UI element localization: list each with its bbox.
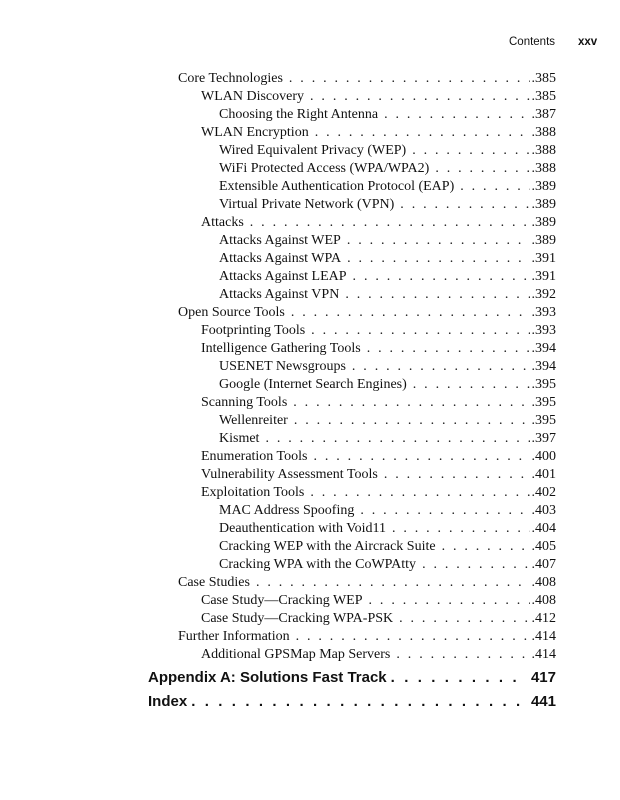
toc-entry[interactable]: Footprinting Tools . . . .393 — [0, 322, 620, 340]
toc-entry[interactable]: Additional GPSMap Map Servers . . . .414 — [0, 646, 620, 664]
toc-entry[interactable]: WLAN Encryption . . . .388 — [0, 124, 620, 142]
toc-entry[interactable]: Wired Equivalent Privacy (WEP) . . . .388 — [0, 142, 620, 160]
dot-leader — [413, 376, 530, 394]
toc-entry[interactable]: Choosing the Right Antenna . . . .387 — [0, 106, 620, 124]
toc-entry[interactable]: Exploitation Tools . . . .402 — [0, 484, 620, 502]
toc-entry[interactable]: WLAN Discovery . . . .385 — [0, 88, 620, 106]
dot-leader — [294, 412, 530, 430]
dot-leader — [191, 691, 527, 713]
toc-entry[interactable]: Core Technologies . . . .385 — [0, 70, 620, 88]
running-title: Contents — [509, 36, 556, 48]
dot-leader — [256, 574, 530, 592]
toc-entry[interactable]: Case Study—Cracking WPA-PSK . . . .412 — [0, 610, 620, 628]
dot-leader — [422, 556, 529, 574]
appendix-page: 417 — [530, 669, 556, 686]
dot-leader — [391, 667, 527, 689]
dot-leader — [442, 538, 530, 556]
dot-leader — [400, 196, 529, 214]
dot-leader — [347, 250, 529, 268]
toc-entry[interactable]: Cracking WEP with the Aircrack Suite . . . .405 — [0, 538, 620, 556]
dot-leader — [296, 628, 530, 646]
dot-leader — [315, 124, 530, 142]
toc-entry[interactable]: Attacks Against VPN . . . .392 — [0, 286, 620, 304]
dot-leader — [392, 520, 530, 538]
toc-entry[interactable]: Google (Internet Search Engines) . . . .395 — [0, 376, 620, 394]
toc-entry[interactable]: MAC Address Spoofing . . . .403 — [0, 502, 620, 520]
dot-leader — [345, 286, 529, 304]
dot-leader — [310, 88, 529, 106]
dot-leader — [369, 592, 530, 610]
toc-entry[interactable]: Attacks Against WPA . . . .391 — [0, 250, 620, 268]
dot-leader — [360, 502, 529, 520]
toc-entry[interactable]: USENET Newsgroups . . . .394 — [0, 358, 620, 376]
dot-leader — [289, 70, 530, 88]
index-page: 441 — [530, 693, 556, 710]
dot-leader — [384, 106, 529, 124]
dot-leader — [399, 610, 529, 628]
toc-entry[interactable]: Attacks Against LEAP . . . .391 — [0, 268, 620, 286]
index-title: Index — [148, 693, 188, 710]
toc-entry[interactable]: Intelligence Gathering Tools . . . .394 — [0, 340, 620, 358]
page-header — [0, 34, 620, 52]
toc-entry[interactable]: Case Studies . . . .408 — [0, 574, 620, 592]
dot-leader — [293, 394, 529, 412]
toc-index-entry[interactable] — [0, 691, 620, 713]
toc-entry[interactable]: WiFi Protected Access (WPA/WPA2) . . . .388 — [0, 160, 620, 178]
toc-entry[interactable]: Virtual Private Network (VPN) . . . .389 — [0, 196, 620, 214]
dot-leader — [352, 358, 530, 376]
dot-leader — [435, 160, 529, 178]
dot-leader — [313, 448, 529, 466]
dot-leader — [412, 142, 529, 160]
dot-leader — [250, 214, 530, 232]
dot-leader — [367, 340, 530, 358]
page-number: xxv — [578, 36, 598, 48]
toc-entry[interactable]: Case Study—Cracking WEP . . . .408 — [0, 592, 620, 610]
toc-appendix-entry[interactable] — [0, 667, 620, 689]
dot-leader — [311, 322, 529, 340]
toc-entry[interactable]: Scanning Tools . . . .395 — [0, 394, 620, 412]
toc-entry[interactable]: Vulnerability Assessment Tools . . . .401 — [0, 466, 620, 484]
toc-entry[interactable]: Deauthentication with Void11 . . . .404 — [0, 520, 620, 538]
toc-entry[interactable]: Enumeration Tools . . . .400 — [0, 448, 620, 466]
toc-entry[interactable]: Extensible Authentication Protocol (EAP) . . . .389 — [0, 178, 620, 196]
dot-leader — [353, 268, 530, 286]
toc-entry[interactable]: Attacks Against WEP . . . .389 — [0, 232, 620, 250]
toc-entry[interactable]: Further Information . . . .414 — [0, 628, 620, 646]
toc-entry[interactable]: Cracking WPA with the CoWPAtty . . . .407 — [0, 556, 620, 574]
dot-leader — [291, 304, 530, 322]
toc-entry[interactable]: Attacks . . . .389 — [0, 214, 620, 232]
dot-leader — [396, 646, 529, 664]
dot-leader — [265, 430, 529, 448]
dot-leader — [347, 232, 530, 250]
toc-entry[interactable]: Open Source Tools . . . .393 — [0, 304, 620, 322]
dot-leader — [384, 466, 530, 484]
toc-entry[interactable]: Wellenreiter . . . .395 — [0, 412, 620, 430]
dot-leader — [460, 178, 529, 196]
dot-leader — [310, 484, 529, 502]
toc-entry[interactable]: Kismet . . . .397 — [0, 430, 620, 448]
appendix-title: Appendix A: Solutions Fast Track — [148, 669, 387, 686]
